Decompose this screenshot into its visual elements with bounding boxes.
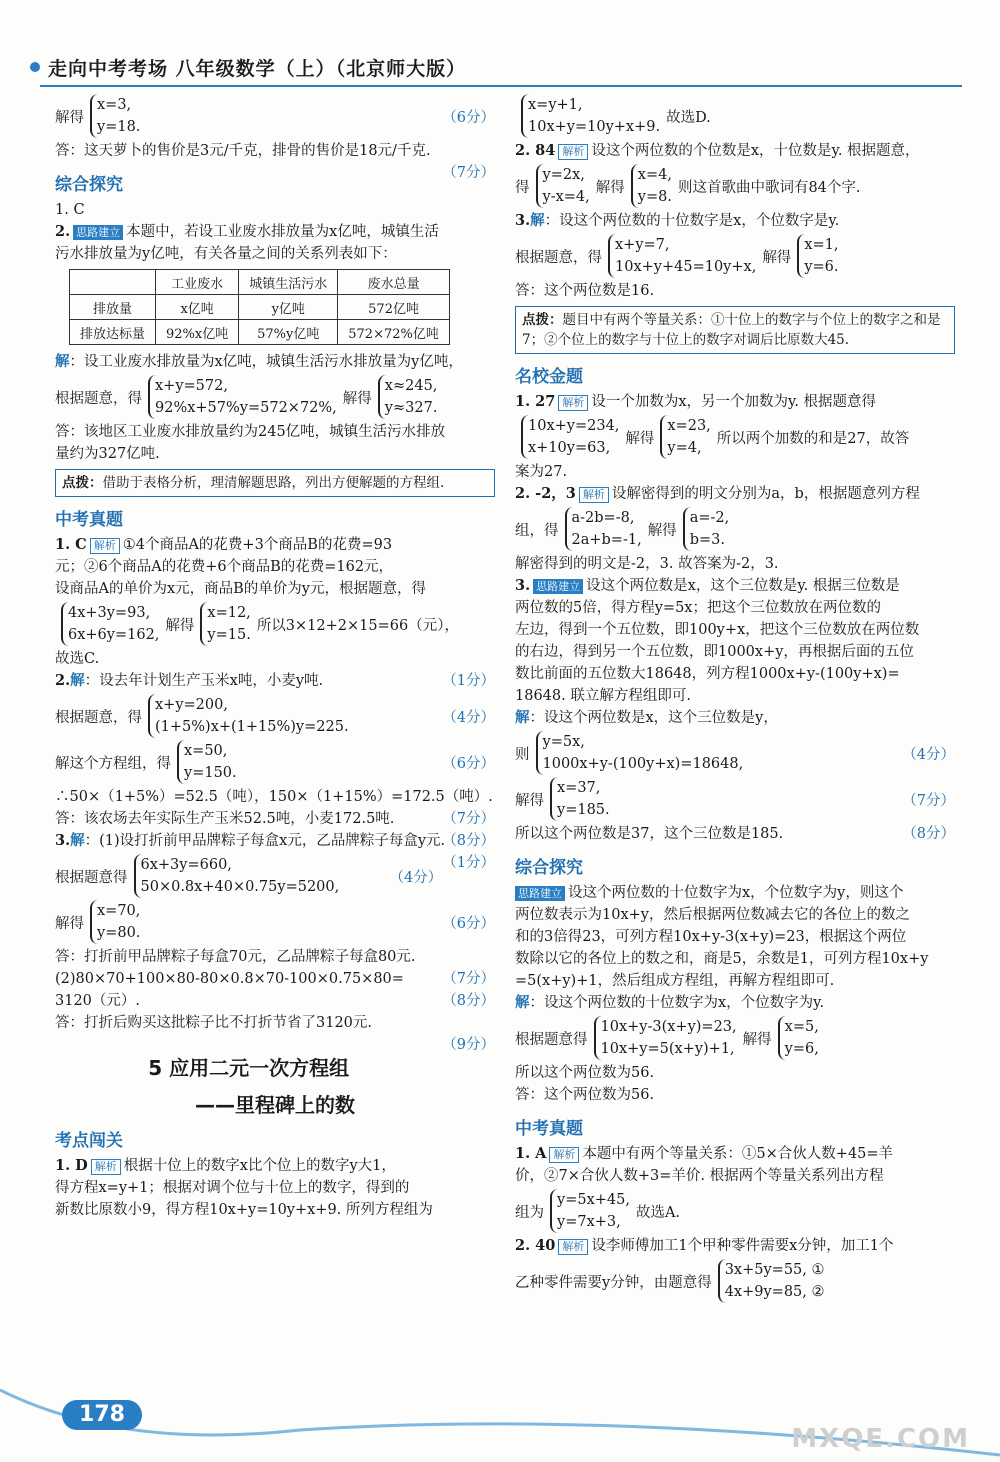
tag-badge: 思路建立 [73,225,123,240]
equation-system: x=3, y=18. [90,94,140,138]
hint-box: 点拨：借助于表格分析，理清解题思路，列出方便解题的方程组. [55,469,495,497]
tag-badge: 解析 [558,1239,588,1255]
hint-box: 点拨：题目中有两个等量关系：①十位上的数字与个位上的数字之和是7；②个位上的数字与十位上的数字对调后比原数大45. [515,306,955,354]
equation-system: x=1, y=6. [797,234,838,278]
header-rule [40,85,962,87]
tag-badge: 解析 [579,487,609,503]
equation-system: a=-2, b=3. [683,507,730,551]
section-title: 考点闯关 [55,1131,123,1151]
equation-system: y=2x, y-x=4, [536,164,590,208]
section-title: 名校金题 [515,367,583,387]
watermark: MXQE.COM [791,1424,970,1454]
equation-system: x=23, y=4, [660,415,710,459]
equation-system: x=37, y=185. [550,777,610,821]
section-title: 中考真题 [55,510,123,530]
equation-system: x≈245, y≈327. [378,375,438,419]
header-dot-icon [30,62,40,72]
equation-system: x=5, y=6, [778,1016,819,1060]
equation-system: x+y=7, 10x+y+45=10y+x, [608,234,756,278]
section-title: 综合探究 [515,858,583,878]
equation-system: x=50, y=150. [177,740,237,784]
equation-system: y=5x+45, y=7x+3, [550,1189,630,1233]
tag-badge: 解析 [558,144,588,160]
header-title: 走向中考考场 八年级数学（上）（北京师大版） [48,57,467,80]
equation-system: 4x+3y=93, 6x+6y=162, [61,602,159,646]
equation-system: x=12, y=15. [200,602,250,646]
equation-system: 10x+y-3(x+y)=23, 10x+y=5(x+y)+1, [594,1016,737,1060]
equation-system: x=70, y=80. [90,900,140,944]
section-title: 综合探究 [55,175,123,195]
section-title: 中考真题 [515,1119,583,1139]
chapter-title: 5 应用二元一次方程组 [148,1056,350,1080]
tag-badge: 解析 [91,1159,121,1175]
equation-system: x=4, y=8. [631,164,672,208]
equation-system: 6x+3y=660, 50×0.8x+40×0.75y=5200, [134,854,340,898]
tag-badge: 解析 [558,395,588,411]
page-number: 178 [62,1400,142,1430]
right-column: x=y+1, 10x+y=10y+x+9. 故选D. 2. 84 解析 设这个两位数的个位数是x，十位数是y. 根据题意， 得 y=2x, y-x=4, 解得 x=4, y=8. 则这首歌曲中歌词有84个字. 3.解：设这个两位数的十位数字是x，个位数字是y. 根据题意，得 x+y=7, 10x+y+45=10y+x, 解得 x=1, y=6. 答：这个两位数是16. 点拨：题目中有两个等量关系：①十位上的数字与个位上的数字之和是7；②个位上的数字与十位上的数字对调后比原数大45. 名校金题 1. 27 解析 设一个加数为x，另一个加数为y. 根据题意得 10x+y=234, x+10y=63, 解得 x=23, y=4, 所以两个加数的和是27，故答 案为27. 2. -2，3 解析 设解密得到的明文分别为a，b，根据题意列方程 组，得 a-2b=-8, 2a+b=-1, 解得 a=-2, b=3. 解密得到的明文是-2，3. 故答案为-2，3. 3. 思路建立 设这个两位数是x，这个三位数是y. 根据三位数是 两位数的5倍，得方程y=5x；把这个三位数放在两位数的 左边，得到一个五位数，即100y+x，把这个三位数放在两位数 的右边，得到另一个五位数，即1000x+y，再根据后面的五位 数比前面的五位数大18648，列方程1000x+y-(100y+x)= 18648. 联立解方程组即可. 解：设这个两位数是x，这个三位数是y， 则 y=5x, 1000x+y-(100y+x)=18648, （4分） 解得 x=37, y=185. （7分） 所以这个两位数是37，这个三位数是185. （8分） 综合探究 思路建立 设这个两位数的十位数字为x，个位数字为y，则这个 两位数表示为10x+y，然后根据两位数减去它的各位上的数之 和的3倍得23，可列方程10x+y-3(x+y)=23，根据这个两位 数除以它的各位上的数之和，商是5，余数是1，可列方程10x+y =5(x+y)+1，然后组成方程组，再解方程组即可. 解：设这个两位数的十位数字为x，个位数字为y. 根据题意得 10x+y-3(x+y)=23, 10x+y=5(x+y)+1, 解得 x=5, y=6, 所以这个两位数为56. 答：这个两位数为56. 中考真题 1. A 解析 本题中有两个等量关系：①5×合伙人数+45=羊 价，②7×合伙人数+3=羊价. 根据两个等量关系列出方程 组为 y=5x+45, y=7x+3, 故选A. 2. 40 解析 设李师傅加工1个甲种零件需要x分钟，加工1个 乙种零件需要y分钟，由题意得 3x+5y=55, ① 4x+9y=85, ② [515,92,955,1305]
left-column: 解得 x=3, y=18. （6分） 答：这天萝卜的售价是3元/千克，排骨的售价是18元/千克. （7分） 综合探究 1. C 2. 思路建立 本题中，若设工业废水排放量为x亿吨，城镇生活 污水排放量为y亿吨，有关各量之间的关系列表如下： 工业废水 城镇生活污水 废水总量 排放量 x亿吨 y亿吨 572亿吨 排放达标量 92%x亿吨 57%y亿吨 572×72%亿吨 解：设工业废水排放量为x亿吨，城镇生活污水排放量为y亿吨， 根据题意，得 x+y=572, 92%x+57%y=572×72%, 解得 x≈245, y≈327. 答：该地区工业废水排放量约为245亿吨，城镇生活污水排放 量约为327亿吨. 点拨：借助于表格分析，理清解题思路，列出方便解题的方程组. 中考真题 1. C 解析 ①4个商品A的花费+3个商品B的花费=93 元；②6个商品A的花费+6个商品B的花费=162元， 设商品A的单价为x元，商品B的单价为y元，根据题意，得 4x+3y=93, 6x+6y=162, 解得 x=12, y=15. 所以3×12+2×15=66（元）， 故选C. 2.解：设去年计划生产玉米x吨，小麦y吨. （1分） 根据题意，得 x+y=200, (1+5%)x+(1+15%)y=225. （4分） 解这个方程组，得 x=50, y=150. （6分） ∴50×（1+5%）=52.5（吨），150×（1+15%）=172.5（吨）. （7分） 答：该农场去年实际生产玉米52.5吨，小麦172.5吨. （8分） 3.解：(1)设打折前甲品牌粽子每盒x元，乙品牌粽子每盒y元. （1分） 根据题意得 6x+3y=660, 50×0.8x+40×0.75y=5200, （4分） 解得 x=70, y=80. （6分） 答：打折前甲品牌粽子每盒70元，乙品牌粽子每盒80元. （7分） (2)80×70+100×80-80×0.8×70-100×0.75×80= 3120（元）. （8分） 答：打折后购买这批粽子比不打折节省了3120元. （9分） 5 应用二元一次方程组 ——里程碑上的数 考点闯关 1. D 解析 根据十位上的数字x比个位上的数字y大1， 得方程x=y+1；根据对调个位与十位上的数字，得到的 新数比原数小9，得方程10x+y=10y+x+9. 所列方程组为 [55,92,495,1221]
equation-system: x+y=572, 92%x+57%y=572×72%, [148,375,337,419]
page-header [30,52,466,82]
answer-block: 解得 x=3, y=18. （6分） [55,94,495,138]
equation-system: x+y=200, (1+5%)x+(1+15%)y=225. [148,694,349,738]
equation-system: x=y+1, 10x+y=10y+x+9. [521,94,660,138]
tag-badge: 解析 [90,538,120,554]
equation-system: a-2b=-8, 2a+b=-1, [565,507,642,551]
data-table: 工业废水 城镇生活污水 废水总量 排放量 x亿吨 y亿吨 572亿吨 排放达标量 92%x亿吨 57%y亿吨 572×72%亿吨 [69,269,450,345]
chapter-subtitle: ——里程碑上的数 [195,1093,355,1117]
tag-badge: 思路建立 [515,886,565,901]
equation-system: y=5x, 1000x+y-(100y+x)=18648, [536,731,744,775]
equation-system: 10x+y=234, x+10y=63, [521,415,619,459]
tag-badge: 解析 [549,1147,579,1163]
equation-system: 3x+5y=55, ① 4x+9y=85, ② [718,1259,825,1303]
tag-badge: 思路建立 [533,579,583,594]
